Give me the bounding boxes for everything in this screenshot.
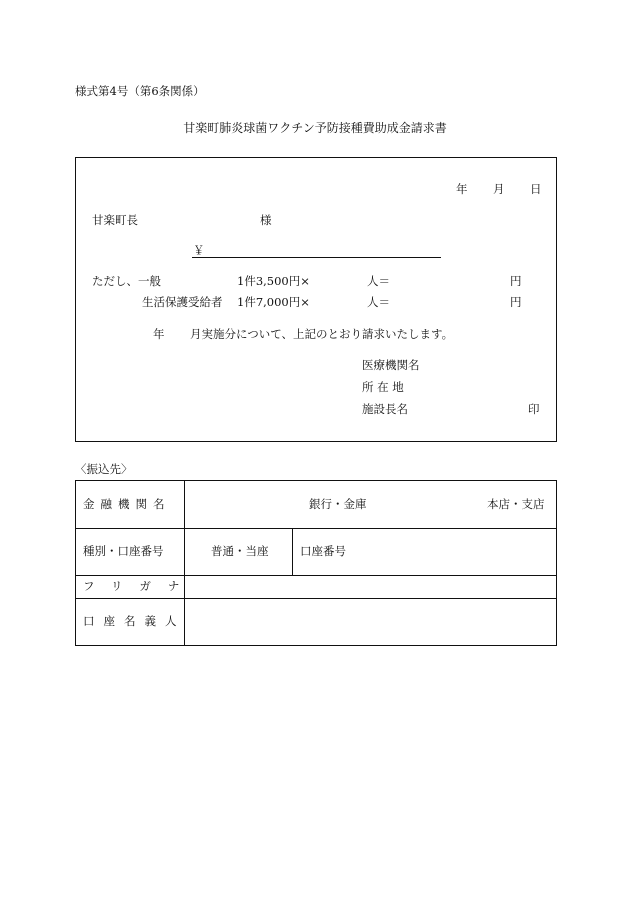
form-number: 様式第4号（第6条関係） xyxy=(75,84,205,98)
welfare-unit-price: 1件7,000円× xyxy=(237,295,310,309)
transfer-heading: 〈振込先〉 xyxy=(75,462,133,476)
seal-label: 印 xyxy=(528,402,540,416)
row-divider-2 xyxy=(76,575,556,576)
bank-type: 銀行・金庫 xyxy=(309,497,367,511)
addressee: 甘楽町長 xyxy=(92,213,138,227)
amount-underline xyxy=(192,257,441,258)
account-number-label: 口座番号 xyxy=(300,544,346,558)
statement-text: 月実施分について、上記のとおり請求いたします。 xyxy=(190,327,454,341)
account-type: 普通・当座 xyxy=(211,544,269,558)
welfare-yen: 円 xyxy=(510,295,522,309)
general-label: ただし、一般 xyxy=(92,274,161,288)
furigana-label: フリガナ xyxy=(83,579,197,593)
row-divider-3 xyxy=(76,598,556,599)
date-year-label: 年 xyxy=(456,182,468,196)
branch-type: 本店・支店 xyxy=(487,497,545,511)
account-holder-label: 口座名義人 xyxy=(83,614,186,628)
statement-year: 年 xyxy=(153,327,165,341)
bank-label: 金融機関名 xyxy=(83,497,171,511)
account-label: 種別・口座番号 xyxy=(83,544,164,558)
row-divider-1 xyxy=(76,528,556,529)
yen-symbol: ￥ xyxy=(193,243,205,257)
account-type-divider xyxy=(292,529,293,575)
institution-label: 医療機関名 xyxy=(362,358,420,372)
address-label: 所 在 地 xyxy=(362,380,404,394)
welfare-persons: 人＝ xyxy=(367,295,390,309)
general-persons: 人＝ xyxy=(367,274,390,288)
page-title: 甘楽町肺炎球菌ワクチン予防接種費助成金請求書 xyxy=(183,121,447,135)
honorific: 様 xyxy=(260,213,272,227)
welfare-label: 生活保護受給者 xyxy=(142,295,223,309)
general-unit-price: 1件3,500円× xyxy=(237,274,310,288)
date-month-label: 月 xyxy=(493,182,505,196)
director-label: 施設長名 xyxy=(362,402,408,416)
date-day-label: 日 xyxy=(530,182,542,196)
general-yen: 円 xyxy=(510,274,522,288)
